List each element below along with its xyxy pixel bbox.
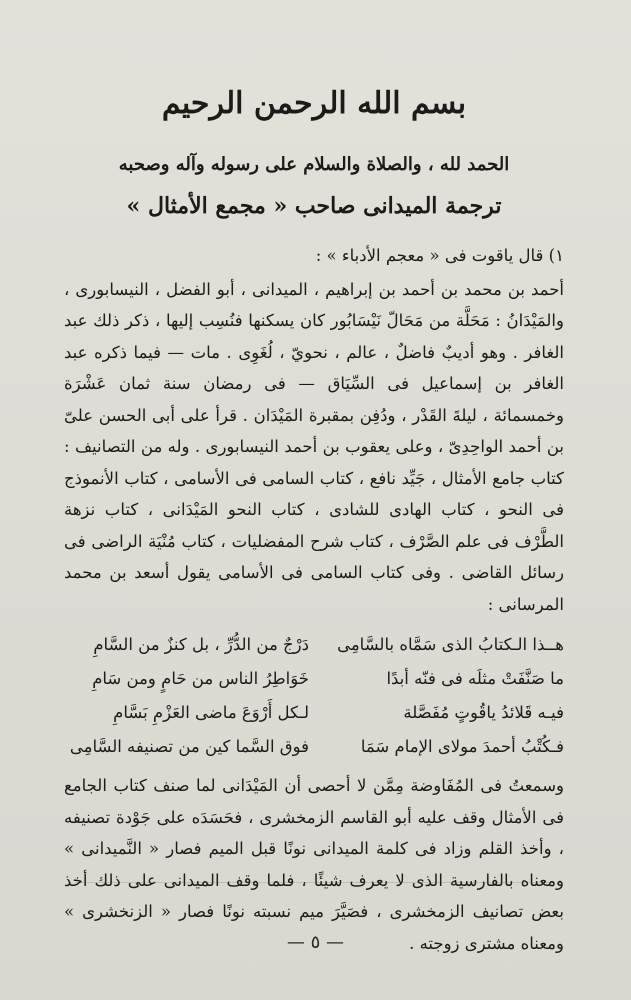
poem bbox=[64, 628, 564, 764]
basmala-heading: بسم الله الرحمن الرحيم bbox=[161, 86, 467, 121]
verse-first-hemistich: هــذا الـكتابُ الذى سَمَّاه بالسَّامِى bbox=[337, 635, 564, 654]
poem-verse bbox=[64, 730, 564, 764]
page-body bbox=[64, 80, 564, 959]
poem-verse bbox=[64, 662, 564, 696]
verse-first-hemistich: فـكُتْبُ أحمدَ مولاى الإمام سَمَا bbox=[360, 737, 564, 756]
poem-verse bbox=[64, 696, 564, 730]
section-title: ترجمة الميدانى صاحب « مجمع الأمثال » bbox=[126, 193, 502, 219]
biography-paragraph: أحمد بن محمد بن أحمد بن إبراهيم ، الميدانى ، أبو الفضل ، النيسابورى ، والمَيْدَانُ : مَحَلَّة من مَحَالّ نَيْسَابُور كان يسكنها فنُسِب إليها ، ذكر ذلك عبد الغافر . وهو أديبٌ فاضلٌ ، عالم ، نحويّ ، لُغَوِى . مات — فيما ذكره عبد الغافر بن إسماعيل فى السِّيَاق — فى رمضان سنة ثمان عَشْرَة وخمسمائة ، ليلةَ القَدْر ، ودُفِن بمقبرة المَيْدَان . قرأ على أبى الحسن علىّ بن أحمد الواحِدِىّ ، وعلى يعقوب بن أحمد النيسابورى . وله من التصانيف : كتاب جامع الأمثال ، جَيِّد نافع ، كتاب السامى فى الأسامى ، كتاب الأنموذج فى النحو ، كتاب الهادى للشادى ، كتاب النحو المَيْدَانى ، كتاب نزهة الطَّرْف فى علم الصَّرْف ، كتاب شرح المفضليات ، كتاب مُنْيَة الراضى فى رسائل القاضى . وفى كتاب السامى فى الأسامى يقول أسعد بن محمد المرسانى : bbox=[64, 279, 564, 614]
intro-line: ١) قال ياقوت فى « معجم الأدباء » : bbox=[315, 246, 564, 265]
verse-first-hemistich: ما صَنَّفَتْ مثلَه فى فنّه أبدًا bbox=[386, 669, 564, 688]
verse-second-hemistich: دَرْجٌ من الدُّرِّ ، بل كنزٌ من السَّامِ bbox=[93, 635, 309, 654]
page-number: — ٥ — bbox=[286, 932, 345, 953]
poem-verse bbox=[64, 628, 564, 662]
verse-second-hemistich: خَوَاطِرُ الناس من حَامٍ ومن سَامِ bbox=[92, 669, 309, 688]
verse-second-hemistich: فوق السَّما كين من تصنيفه السَّامِى bbox=[69, 737, 309, 756]
invocation-line: الحمد لله ، والصلاة والسلام على رسوله وآله وصحبه bbox=[118, 154, 510, 175]
verse-second-hemistich: لـكل أَرْوَعَ ماضى العَزْمِ بَسَّامِ bbox=[113, 703, 309, 722]
anecdote-paragraph: وسمعتُ فى المُفَاوضة مِمَّن لا أحصى أن المَيْدَانى لما صنف كتاب الجامع فى الأمثال وقف عليه أبو القاسم الزمخشرى ، فحَسَدَه على جَوْدة تصنيفه ، وأخذ القلم وزاد فى كلمة الميدانى نونًا قبل الميم فصار « النَّميدانى » ومعناه بالفارسية الذى لا يعرف شيئًا ، فلما وقف الميدانى على ذلك أخذ بعض تصانيف الزمخشرى ، فصَيَّرَ ميم نسبته نونًا فصار « الزنخشرى » ومعناه مشترى زوجته . bbox=[64, 776, 564, 953]
footnote-rule bbox=[75, 882, 555, 883]
verse-first-hemistich: فيـه قَلائدُ ياقُوتٍ مُفَصَّلة bbox=[403, 703, 564, 722]
